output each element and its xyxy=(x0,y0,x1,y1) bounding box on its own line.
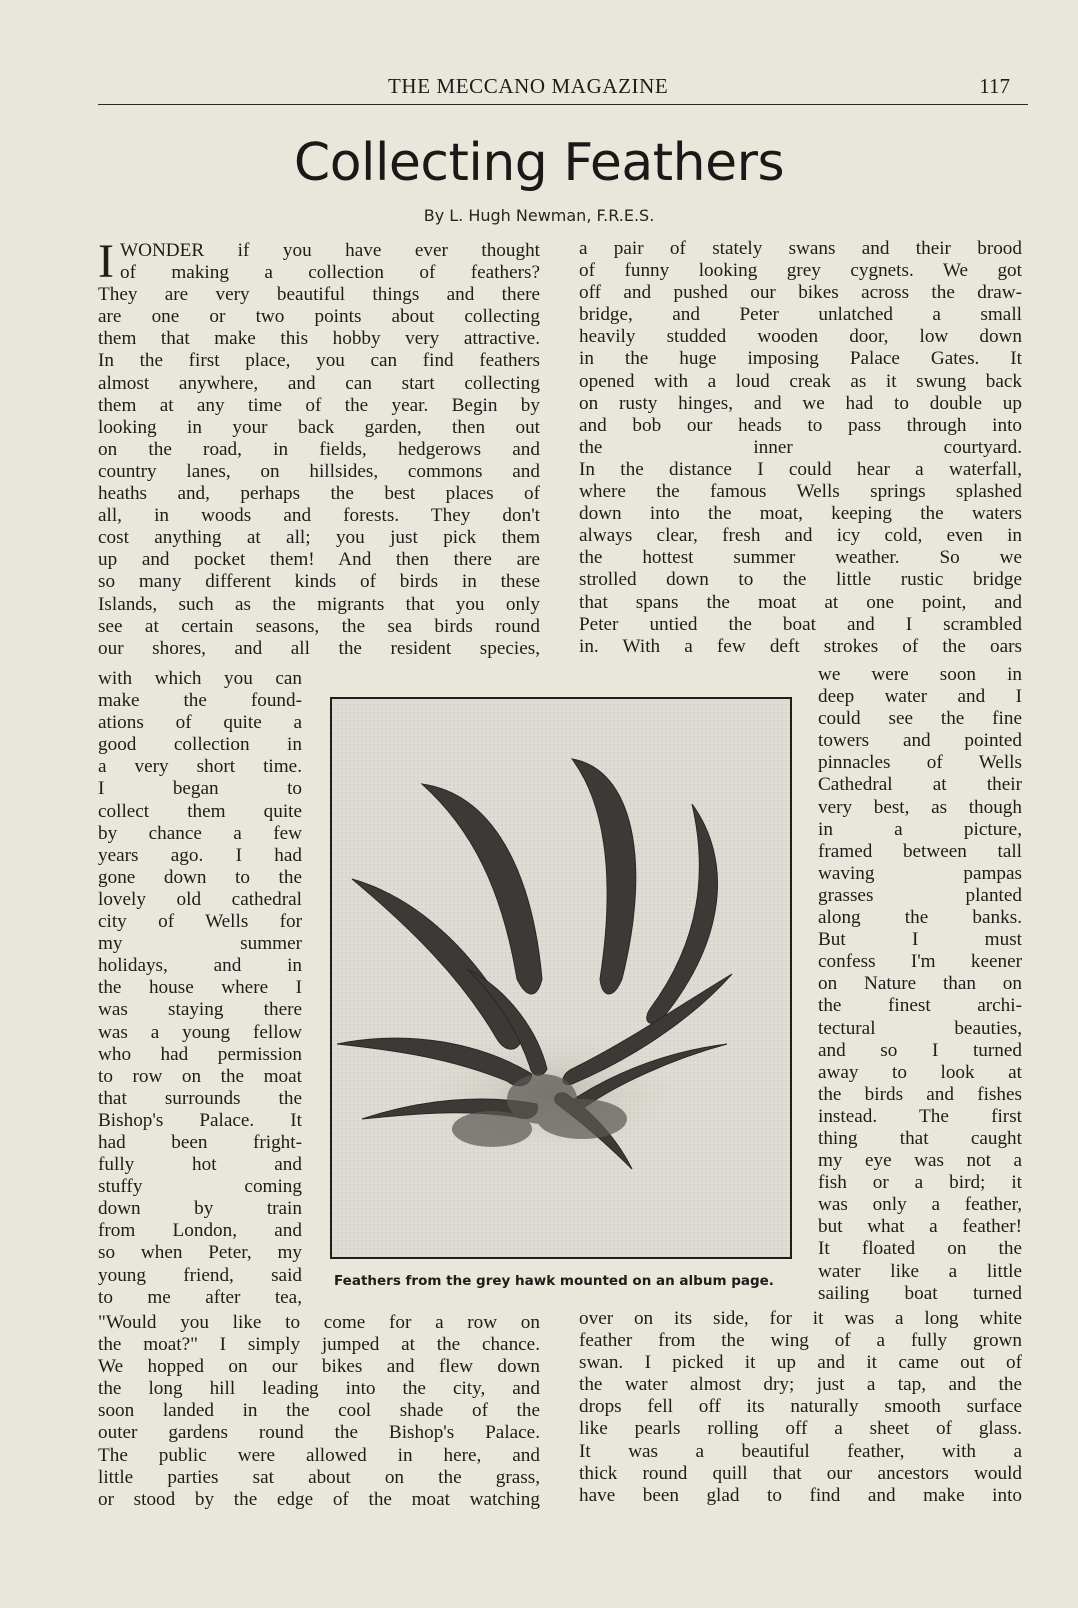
text-line: have been glad to find and make into xyxy=(579,1484,1022,1506)
text-line: along the banks. xyxy=(818,907,1022,929)
text-line: deep water and I xyxy=(818,686,1022,708)
text-line: the long hill leading into the city, and xyxy=(98,1378,540,1400)
text-line: It was a beautiful feather, with a xyxy=(579,1440,1022,1462)
text-line: opened with a loud creak as it swung back xyxy=(579,370,1022,392)
right-column-narrow xyxy=(818,664,1022,1305)
text-line: thick round quill that our ancestors would xyxy=(579,1462,1022,1484)
text-line: so many different kinds of birds in these xyxy=(98,571,540,593)
text-line: the finest archi- xyxy=(818,995,1022,1017)
text-line: Cathedral at their xyxy=(818,774,1022,796)
drop-cap: I xyxy=(98,235,114,288)
text-line: the house where I xyxy=(98,977,302,999)
text-line: my summer xyxy=(98,933,302,955)
text-line: instead. The first xyxy=(818,1105,1022,1127)
right-column-bottom xyxy=(579,1308,1022,1507)
text-line: city of Wells for xyxy=(98,911,302,933)
text-line: so when Peter, my xyxy=(98,1242,302,1264)
text-line: on rusty hinges, and we had to double up xyxy=(579,392,1022,414)
text-line: off and pushed our bikes across the draw- xyxy=(579,282,1022,304)
text-line: fully hot and xyxy=(98,1154,302,1176)
text-line: sailing boat turned xyxy=(818,1282,1022,1304)
text-line: country lanes, on hillsides, commons and xyxy=(98,460,540,482)
text-line: in. With a few deft strokes of the oars xyxy=(579,635,1022,657)
text-line: gone down to the xyxy=(98,866,302,888)
text-line: see at certain seasons, the sea birds round xyxy=(98,615,540,637)
text-line: I began to xyxy=(98,778,302,800)
text-line: to me after tea, xyxy=(98,1286,302,1308)
text-line: tectural beauties, xyxy=(818,1017,1022,1039)
text-line: lovely old cathedral xyxy=(98,888,302,910)
text-line: water like a little xyxy=(818,1260,1022,1282)
text-line: in the huge imposing Palace Gates. It xyxy=(579,348,1022,370)
text-line: confess I'm keener xyxy=(818,951,1022,973)
text-line: But I must xyxy=(818,929,1022,951)
article-byline: By L. Hugh Newman, F.R.E.S. xyxy=(423,206,655,225)
text-line: outer gardens round the Bishop's Palace. xyxy=(98,1422,540,1444)
text-line: of funny looking grey cygnets. We got xyxy=(579,260,1022,282)
text-line: years ago. I had xyxy=(98,844,302,866)
text-line: all, in woods and forests. They don't xyxy=(98,505,540,527)
text-line: of making a collection of feathers? xyxy=(119,262,540,284)
figure-caption: Feathers from the grey hawk mounted on an album page. xyxy=(334,1273,774,1289)
text-line: In the first place, you can find feathers xyxy=(98,350,540,372)
text-line: we were soon in xyxy=(818,664,1022,685)
text-line: a pair of stately swans and their brood xyxy=(579,238,1022,259)
text-line: looking in your back garden, then out xyxy=(98,416,540,438)
text-line: our shores, and all the resident species, xyxy=(98,637,540,659)
text-line: that spans the moat at one point, and xyxy=(579,591,1022,613)
text-line: It floated on the xyxy=(818,1238,1022,1260)
text-line: away to look at xyxy=(818,1061,1022,1083)
left-column-bottom xyxy=(98,1312,540,1511)
text-line: like pearls rolling off a sheet of glass. xyxy=(579,1418,1022,1440)
page-number: 117 xyxy=(979,74,1010,98)
text-line: Bishop's Palace. It xyxy=(98,1109,302,1131)
text-line: to row on the moat xyxy=(98,1065,302,1087)
text-line: and bob our heads to pass through into xyxy=(579,414,1022,436)
text-line: by chance a few xyxy=(98,822,302,844)
text-line: soon landed in the cool shade of the xyxy=(98,1400,540,1422)
text-line: that surrounds the xyxy=(98,1087,302,1109)
text-line: the hottest summer weather. So we xyxy=(579,547,1022,569)
text-line: always clear, fresh and icy cold, even in xyxy=(579,525,1022,547)
text-line: In the distance I could hear a waterfall, xyxy=(579,458,1022,480)
text-line: who had permission xyxy=(98,1043,302,1065)
text-line: in a picture, xyxy=(818,818,1022,840)
article-title: Collecting Feathers xyxy=(293,133,785,193)
right-column-top xyxy=(579,238,1022,658)
text-line: up and pocket them! And then there are xyxy=(98,549,540,571)
text-line: the birds and fishes xyxy=(818,1083,1022,1105)
text-line: stuffy coming xyxy=(98,1176,302,1198)
text-line: We hopped on our bikes and flew down xyxy=(98,1356,540,1378)
text-line: cost anything at all; you just pick them xyxy=(98,527,540,549)
text-line: towers and pointed xyxy=(818,730,1022,752)
text-line: thing that caught xyxy=(818,1127,1022,1149)
text-line: on the road, in fields, hedgerows and xyxy=(98,438,540,460)
text-line: are one or two points about collecting xyxy=(98,306,540,328)
text-line: the inner courtyard. xyxy=(579,436,1022,458)
text-line: framed between tall xyxy=(818,840,1022,862)
text-line: from London, and xyxy=(98,1220,302,1242)
text-line: strolled down to the little rustic bridge xyxy=(579,569,1022,591)
text-line: good collection in xyxy=(98,734,302,756)
running-head xyxy=(98,72,1028,105)
text-line: grasses planted xyxy=(818,884,1022,906)
text-line: Peter untied the boat and I scrambled xyxy=(579,613,1022,635)
text-line: but what a feather! xyxy=(818,1216,1022,1238)
text-line: WONDER if you have ever thought xyxy=(119,240,540,261)
text-line: holidays, and in xyxy=(98,955,302,977)
text-line: waving pampas xyxy=(818,862,1022,884)
text-line: They are very beautiful things and there xyxy=(98,284,540,306)
text-line: Islands, such as the migrants that you only xyxy=(98,593,540,615)
text-line: them that make this hobby very attractive. xyxy=(98,328,540,350)
text-line: heavily studded wooden door, low down xyxy=(579,326,1022,348)
text-line: "Would you like to come for a row on xyxy=(98,1312,540,1333)
text-line: over on its side, for it was a long white xyxy=(579,1308,1022,1329)
text-line: swan. I picked it up and it came out of xyxy=(579,1352,1022,1374)
magazine-name: THE MECCANO MAGAZINE xyxy=(388,74,669,98)
text-line: heaths and, perhaps the best places of xyxy=(98,483,540,505)
text-line: pinnacles of Wells xyxy=(818,752,1022,774)
text-line: young friend, said xyxy=(98,1264,302,1286)
text-line: or stood by the edge of the moat watching xyxy=(98,1488,540,1510)
text-line: collect them quite xyxy=(98,800,302,822)
text-line: The public were allowed in here, and xyxy=(98,1444,540,1466)
left-column-top-lines xyxy=(98,235,540,660)
text-line: where the famous Wells springs splashed xyxy=(579,481,1022,503)
left-column-narrow xyxy=(98,668,302,1309)
text-line: very best, as though xyxy=(818,796,1022,818)
text-line: bridge, and Peter unlatched a small xyxy=(579,304,1022,326)
text-line: was only a feather, xyxy=(818,1194,1022,1216)
left-column-top xyxy=(98,235,540,660)
text-line: ations of quite a xyxy=(98,712,302,734)
text-line: could see the fine xyxy=(818,708,1022,730)
text-line: with which you can xyxy=(98,668,302,689)
text-line: down into the moat, keeping the waters xyxy=(579,503,1022,525)
text-line: the moat?" I simply jumped at the chance. xyxy=(98,1334,540,1356)
text-line: and so I turned xyxy=(818,1039,1022,1061)
text-line: the water almost dry; just a tap, and the xyxy=(579,1374,1022,1396)
text-line: a very short time. xyxy=(98,756,302,778)
text-line: on Nature than on xyxy=(818,973,1022,995)
text-line: was staying there xyxy=(98,999,302,1021)
text-line: was a young fellow xyxy=(98,1021,302,1043)
text-line: almost anywhere, and can start collecting xyxy=(98,372,540,394)
feathers-image xyxy=(332,699,790,1257)
feather-photograph xyxy=(330,697,792,1259)
text-line: my eye was not a xyxy=(818,1150,1022,1172)
text-line: down by train xyxy=(98,1198,302,1220)
text-line: them at any time of the year. Begin by xyxy=(98,394,540,416)
text-line: had been fright- xyxy=(98,1131,302,1153)
text-line: feather from the wing of a fully grown xyxy=(579,1330,1022,1352)
text-line: drops fell off its naturally smooth surface xyxy=(579,1396,1022,1418)
text-line: make the found- xyxy=(98,690,302,712)
text-line: fish or a bird; it xyxy=(818,1172,1022,1194)
text-line: little parties sat about on the grass, xyxy=(98,1466,540,1488)
